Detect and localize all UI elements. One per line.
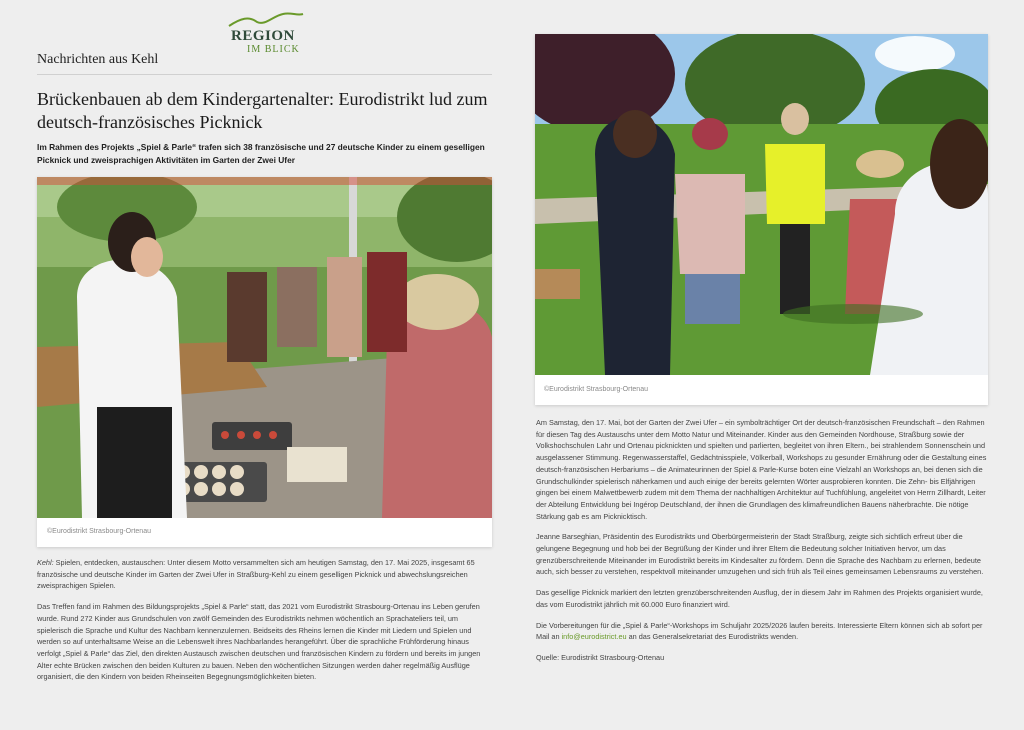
logo-mountain-icon [227, 10, 307, 30]
photo1-caption: ©Eurodistrikt Strasbourg-Ortenau [47, 528, 151, 535]
logo-line1: REGION [231, 28, 295, 44]
right-paragraph-2: Jeanne Barseghian, Präsidentin des Eurodistrikts und Oberbürgermeisterin der Stadt Straßburg, zeigte sich sichtlich erfreut über die gelungene Begegnung und hob bei der Begrüßung der Kinder und ihrer Eltern die Bedeutung solcher Initiativen hervor, um das grenzüberschreitende Miteinander im Eurodistrikt bereits im Kindesalter zu fördern. Denn die Sprache des Nachbarn zu erlernen, bedeute auch, sich besser zu verstehen, respektvoll miteinander umzugehen und sich früh als Teil eines gemeinsamen Lebensraums zu verstehen. [536, 532, 984, 577]
group-garden-photo [535, 34, 988, 375]
right-paragraph-3: Das gesellige Picknick markiert den letzten grenzüberschreitenden Ausflug, der in diesem Jahr im Rahmen des Projekts organisiert wurde, das vom Eurodistrikt jährlich mit 60.000 Euro finanziert wird. [536, 588, 983, 609]
article-lead: Im Rahmen des Projekts „Spiel & Parle“ trafen sich 38 französische und 27 deutsche Kinder zu einem geselligen Picknick und zweisprachigen Aktivitäten im Garten der Zwei Ufer [37, 142, 485, 165]
left-page [20, 0, 490, 730]
source-line: Quelle: Eurodistrikt Strasbourg-Ortenau [536, 652, 665, 662]
dateline-place: Kehl: [37, 558, 54, 567]
region-im-blick-logo [215, 10, 325, 54]
right-body-text [536, 417, 988, 673]
logo-line2: IM BLICK [247, 44, 300, 55]
left-body-text [37, 557, 492, 692]
left-paragraph-2: Das Treffen fand im Rahmen des Bildungsprojekts „Spiel & Parle“ statt, das 2021 vom Eurodistrikt Strasbourg-Ortenau ins Leben gerufen wurde. Rund 272 Kinder aus Grundschulen von zwölf Gemeinden des Eurodistrikts nehmen wöchentlich an Sprachateliers teil, um spielerisch die Sprache und Kultur des Nachbarn kennenzulernen. Beidseits des Rheins lernen die Kinder mit Liedern und Spielen und werden so auf unterhaltsame Weise an die Lebenswelt ihres Nachbarlandes herangeführt. Über die sprachliche Frühförderung hinaus verfolgt „Spiel & Parle“ das Ziel, den direkten Austausch zwischen deutschen und französischen Kindern zu fördern und bereits im jungen Alter echte Brücken zwischen den beiden Kulturen zu bauen. Neben den wöchentlichen Sitzungen werden daher regelmäßig Ausflüge organisiert, die den Kindern von beiden Rheinseiten Begegnungsmöglichkeiten bieten. [37, 602, 481, 682]
photo-card-group [535, 34, 988, 405]
picnic-table-photo [37, 177, 492, 518]
left-paragraph-1-text: Spielen, entdecken, austauschen: Unter diesem Motto versammelten sich am heutigen Samstag, den 17. Mai 2025, insgesamt 65 französische und deutsche Kinder im Garten der Zwei Ufer in Straßburg-Kehl zu einem geselligen Picknick und abwechslungsreichen zweisprachigen Spielen. [37, 558, 475, 591]
article-headline: Brückenbauen ab dem Kindergartenalter: Eurodistrikt lud zum deutsch-französisches Picknick [37, 89, 488, 132]
divider [37, 74, 492, 75]
right-paragraph-4 [536, 620, 988, 643]
email-link[interactable]: info@eurodistrict.eu [561, 632, 627, 642]
photo-card-picnic [37, 177, 492, 547]
photo2-caption: ©Eurodistrikt Strasbourg-Ortenau [544, 386, 648, 393]
left-paragraph-1 [37, 557, 492, 592]
right-paragraph-1: Am Samstag, den 17. Mai, bot der Garten der Zwei Ufer – ein symbolträchtiger Ort der deutsch-französischen Freundschaft – den Rahmen für diesen Tag des Austauschs unter dem Motto Natur und Miteinander. Kinder aus den Gemeinden Nordhouse, Straßburg sowie der Volkshochschulen Lahr und Ortenau picknickten und spielten und parlierten, begleitet von ihren Eltern., bei strahlendem Sonnenschein und ausgelassener Stimmung. Regenwasserstaffel, Gedächtnisspiele, Völkerball, Workshops zu gesunder Ernährung oder die Gestaltung eines deutsch-französischen Herbariums – die Animateurinnen der Spiel & Parle-Kurse boten eine Vielzahl an Workshops an, bei denen sich die Grundschulkinder spielerisch näherkamen und auch einige der bereits gelernten Wörter ausprobieren konnten. Die Zehn- bis Elfjährigen gingen bei einem Malwettbewerb zudem mit dem Thema der nachhaltigen Architektur auf Tuchfühlung, angeleitet von Herrn Zillhardt, Leiter der Abteilung Entwicklung bei Ingérop Deutschland, der ihnen die Grundlagen des klimafreundlichen Bauens näherbrachte. Die nötige Stärkung gab es am Picknicktisch. [536, 418, 987, 521]
right-paragraph-4-before: Die Vorbereitungen für die „Spiel & Parle“-Workshops im Schuljahr 2025/2026 laufen bereits. Interessierte Eltern können sich ab sofort per Mail an [536, 620, 983, 642]
right-page [520, 0, 990, 730]
right-paragraph-4-after: an das Generalsekretariat des Eurodistrikts wenden. [626, 632, 799, 642]
section-title: Nachrichten aus Kehl [37, 52, 159, 67]
